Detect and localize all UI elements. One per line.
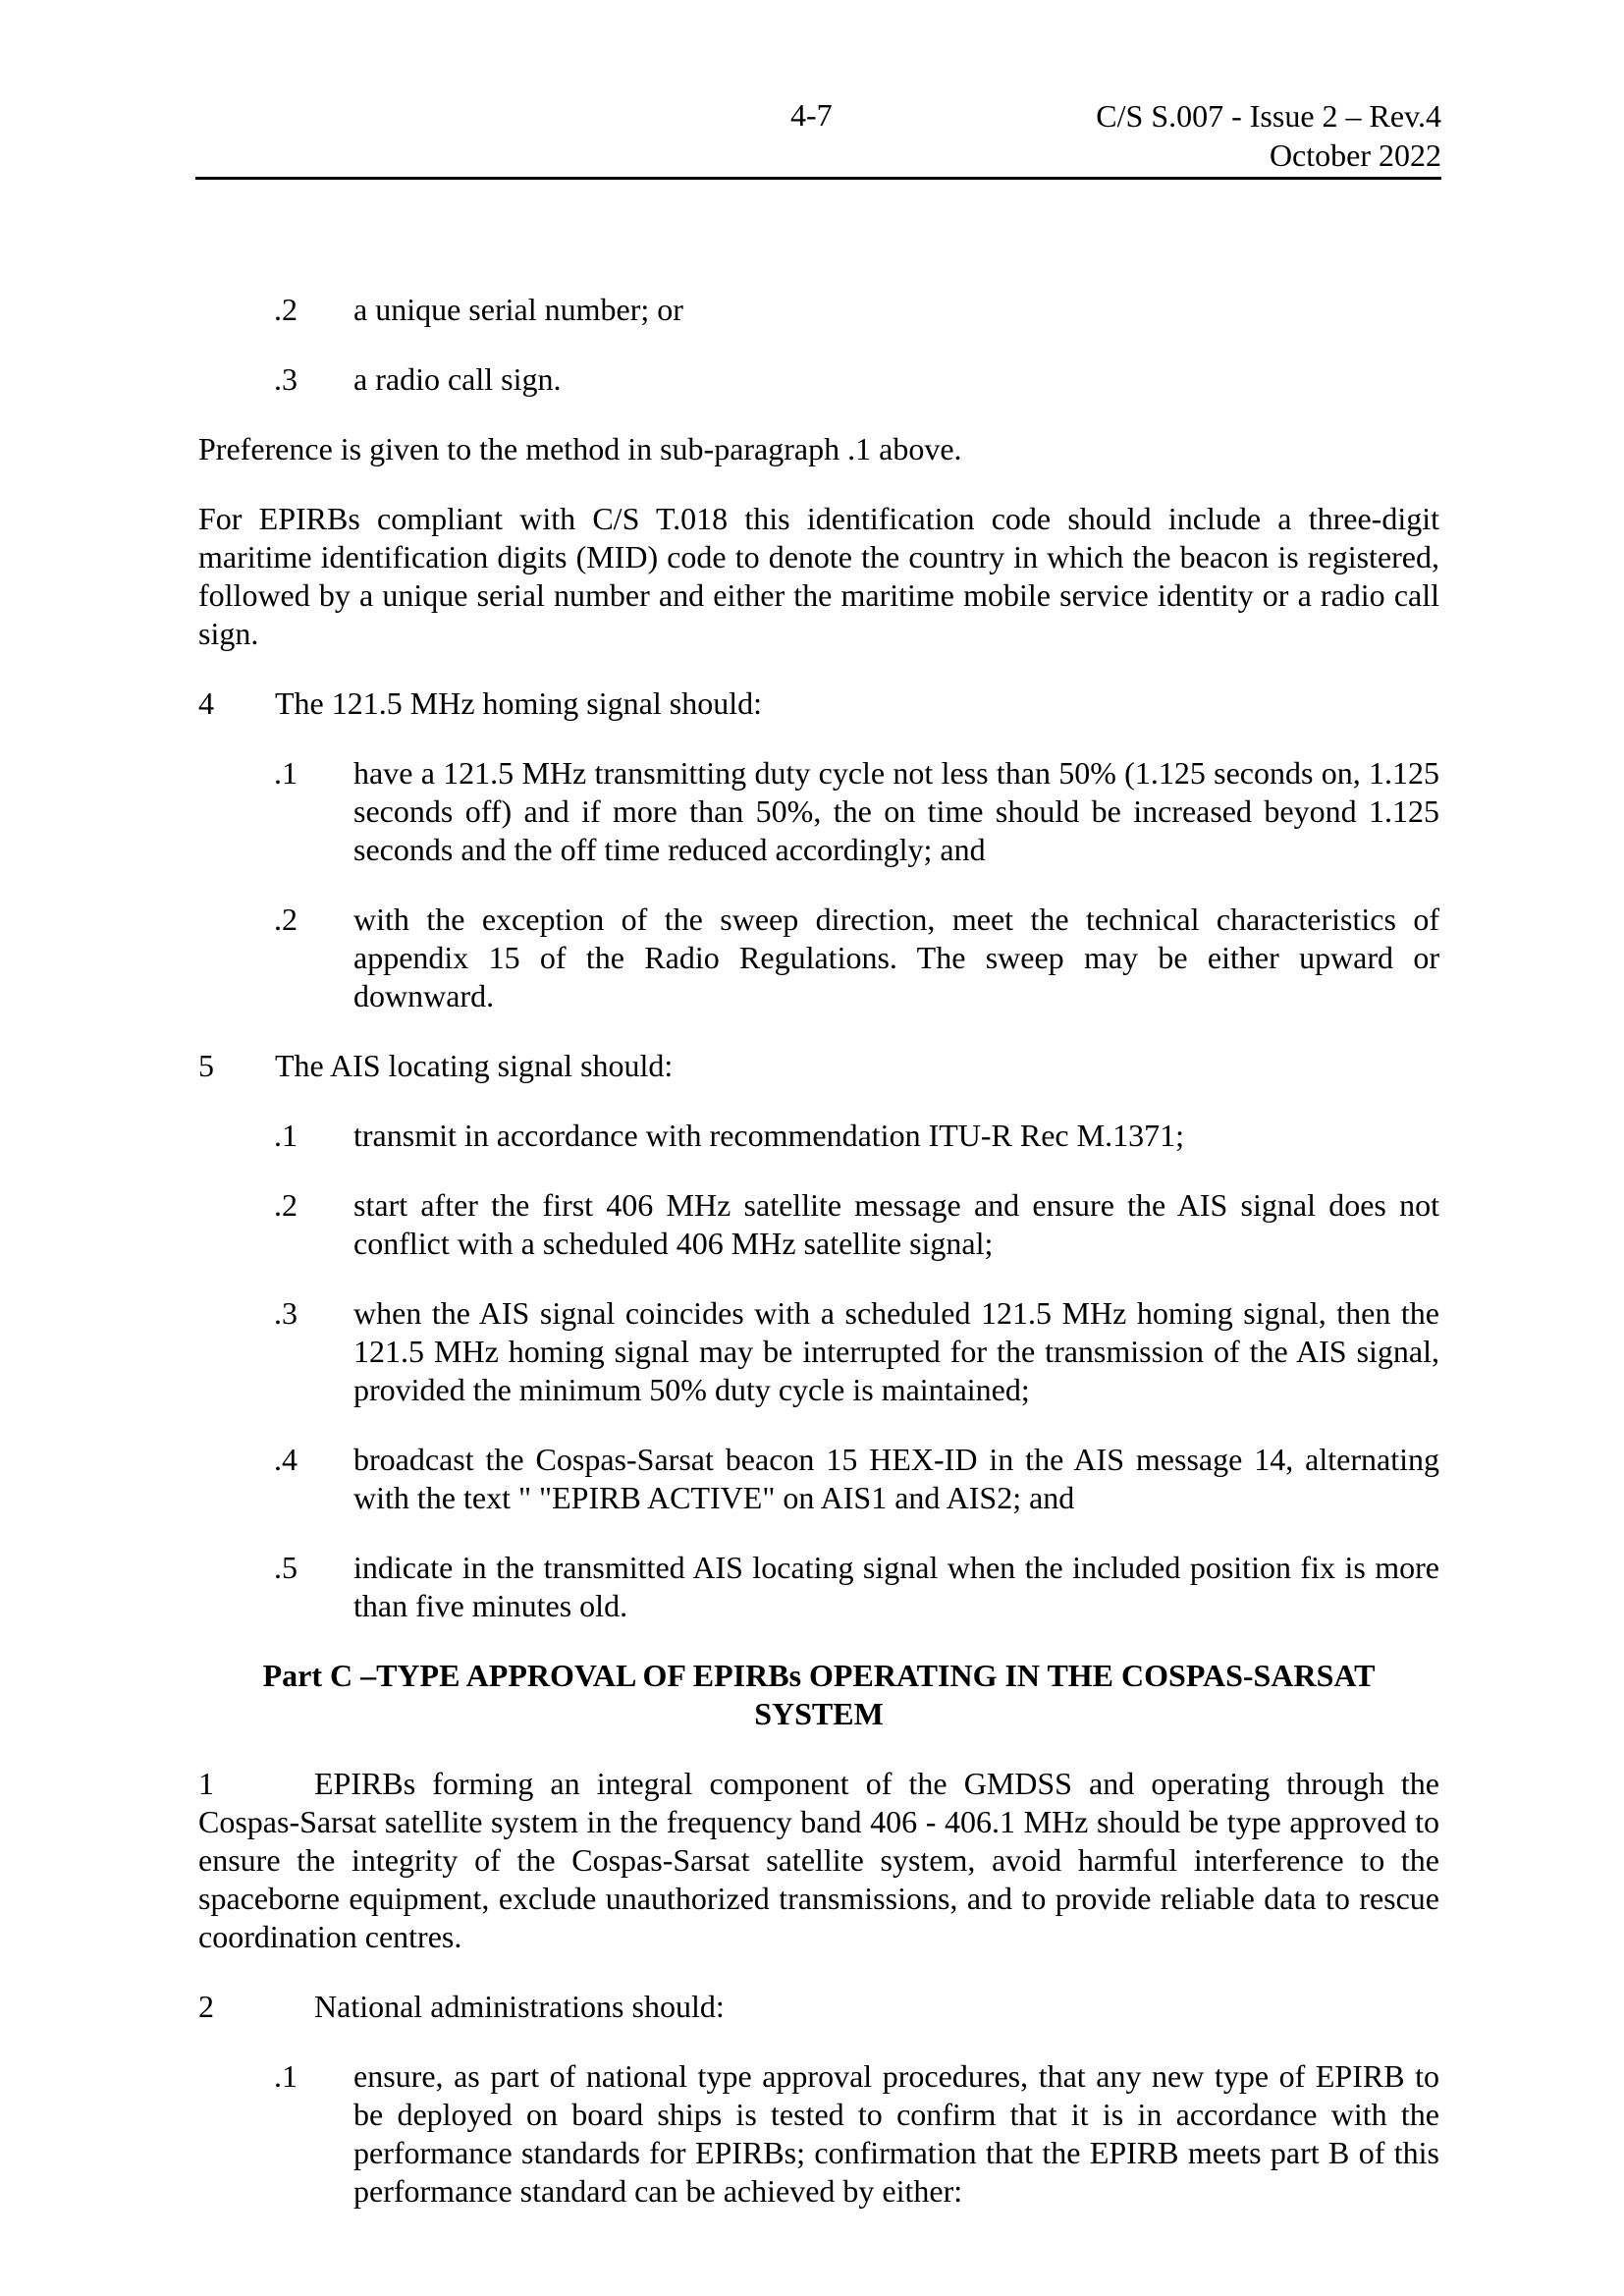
section-c2 [198,1988,1439,2026]
list-item [198,1441,1439,1517]
section-number: 5 [198,1048,214,1083]
item-text: a unique serial number; or [353,292,683,327]
item-number: .3 [274,1295,298,1331]
header-rule [195,177,1441,180]
section-heading: Part C –TYPE APPROVAL OF EPIRBs OPERATING IN THE COSPAS-SARSAT SYSTEM [262,1658,1376,1731]
item-number: .3 [274,361,298,397]
section-number: 2 [198,1989,214,2024]
list-item [198,1117,1439,1155]
item-number: .2 [274,902,298,937]
list-item [198,1549,1439,1625]
doc-date: October 2022 [1269,137,1441,173]
item-number: .1 [274,1118,298,1153]
list-item [198,1294,1439,1409]
section-number: 4 [198,685,214,721]
paragraph-c1 [198,1765,1439,1956]
section-4 [198,684,1439,723]
list-item [198,901,1439,1015]
item-number: .1 [274,755,298,791]
item-text: transmit in accordance with recommendation ITU-R Rec M.1371; [353,1118,1184,1153]
item-number: .4 [274,1442,298,1477]
list-item [198,360,1439,399]
list-item [198,291,1439,329]
list-item [198,1186,1439,1263]
section-text: The 121.5 MHz homing signal should: [275,685,762,721]
item-text: broadcast the Cospas-Sarsat beacon 15 HEX-ID in the AIS message 14, alternating with the text " "EPIRB ACTIVE" on AIS1 and AIS2; and [353,1442,1439,1515]
item-text: indicate in the transmitted AIS locating signal when the included position fix is more than five minutes old. [353,1550,1439,1623]
item-text: start after the first 406 MHz satellite message and ensure the AIS signal does not conflict with a scheduled 406 MHz satellite signal; [353,1187,1439,1261]
item-text: ensure, as part of national type approval procedures, that any new type of EPIRB to be deployed on board ships is tested to confirm that it is in accordance with the performance standards for EPIRBs; confirmation that the EPIRB meets part B of this performance standard can be achieved by either: [353,2058,1439,2209]
section-5 [198,1047,1439,1085]
section-text: National administrations should: [314,1989,725,2024]
item-number: .5 [274,1550,298,1585]
item-number: .2 [274,1187,298,1223]
document-reference [1096,96,1441,175]
list-item [198,754,1439,869]
item-number: .2 [274,292,298,327]
item-text: a radio call sign. [353,361,562,397]
item-number: .1 [274,2058,298,2094]
section-text: The AIS locating signal should: [275,1048,674,1083]
document-body [198,291,1439,2242]
list-item [198,2057,1439,2211]
paragraph-t018: For EPIRBs compliant with C/S T.018 this identification code should include a three-digit maritime identification digits (MID) code to denote the country in which the beacon is registered, followed by a unique serial number and either the maritime mobile service identity or a radio call sign. [198,501,1439,651]
page-number: 4-7 [790,97,833,133]
item-text: have a 121.5 MHz transmitting duty cycle not less than 50% (1.125 seconds on, 1.125 seconds off) and if more than 50%, the on time should be increased beyond 1.125 seconds and the off time reduced accordingly; and [353,755,1439,867]
doc-ref: C/S S.007 - Issue 2 – Rev.4 [1096,98,1441,134]
paragraph-text: EPIRBs forming an integral component of the GMDSS and operating through the Cospas-Sarsat satellite system in the frequency band 406 - 406.1 MHz should be type approved to ensure the integrity of the Cospas-Sarsat satellite system, avoid harmful interference to the spaceborne equipment, exclude unauthorized transmissions, and to provide reliable data to rescue coordination centres. [198,1766,1439,1954]
paragraph-preference: Preference is given to the method in sub-paragraph .1 above. [198,431,962,466]
item-text: with the exception of the sweep direction, meet the technical characteristics of appendix 15 of the Radio Regulations. The sweep may be either upward or downward. [353,902,1439,1013]
item-text: when the AIS signal coincides with a scheduled 121.5 MHz homing signal, then the 121.5 MHz homing signal may be interrupted for the transmission of the AIS signal, provided the minimum 50% duty cycle is maintained; [353,1295,1439,1407]
paragraph-number: 1 [198,1766,214,1801]
